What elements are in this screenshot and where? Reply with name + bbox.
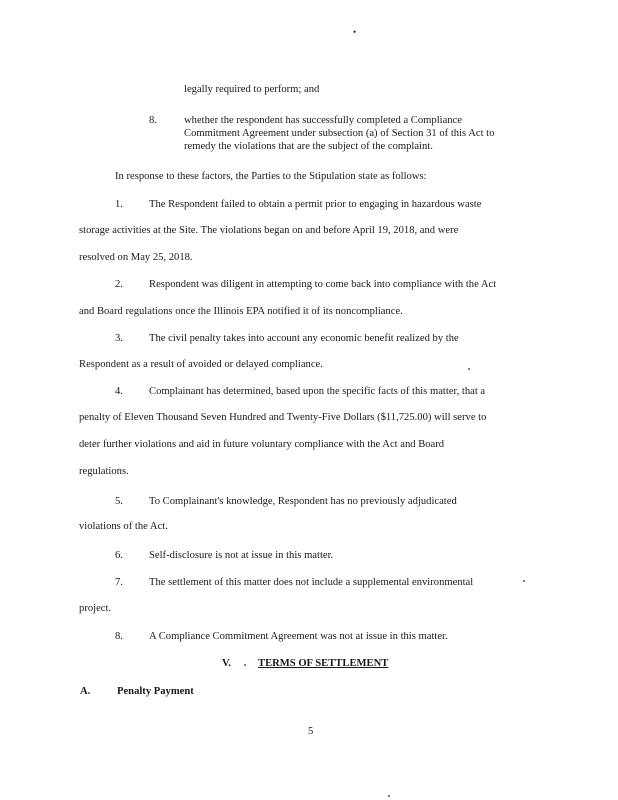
section-heading: TERMS OF SETTLEMENT: [258, 658, 389, 669]
item-line: A Compliance Commitment Agreement was not at issue in this matter.: [149, 631, 448, 642]
page-number: 5: [308, 726, 314, 737]
item-number: 7.: [115, 577, 123, 588]
subsection-letter: A.: [80, 686, 91, 697]
factor-8-line: whether the respondent has successfully completed a Compliance: [184, 115, 462, 126]
item-line: resolved on May 25, 2018.: [79, 252, 193, 263]
item-line: The settlement of this matter does not include a supplemental environmental: [149, 577, 474, 588]
factor-8-number: 8.: [149, 115, 157, 126]
top-mark: •: [353, 27, 357, 37]
item-line: Respondent was diligent in attempting to come back into compliance with the Act: [149, 279, 497, 290]
scan-speck: [388, 795, 390, 797]
factor-8-line: remedy the violations that are the subject of the complaint.: [184, 141, 433, 152]
item-line: storage activities at the Site. The violations began on and before April 19, 2018, and were: [79, 225, 459, 236]
item-line: The Respondent failed to obtain a permit prior to engaging in hazardous waste: [149, 199, 482, 210]
item-number: 8.: [115, 631, 123, 642]
item-line: To Complainant's knowledge, Respondent has no previously adjudicated: [149, 496, 457, 507]
factor-7-tail: legally required to perform; and: [184, 84, 320, 95]
factor-8-line: Commitment Agreement under subsection (a) of Section 31 of this Act to: [184, 128, 495, 139]
item-number: 4.: [115, 386, 123, 397]
item-number: 3.: [115, 333, 123, 344]
item-line: deter further violations and aid in future voluntary compliance with the Act and Board: [79, 439, 445, 450]
item-line: Respondent as a result of avoided or delayed compliance.: [79, 359, 323, 370]
scan-speck: [244, 664, 246, 666]
item-line: violations of the Act.: [79, 521, 168, 532]
item-line: and Board regulations once the Illinois EPA notified it of its noncompliance.: [79, 306, 403, 317]
item-number: 6.: [115, 550, 123, 561]
section-number: V.: [222, 658, 231, 669]
scan-speck: [468, 368, 470, 370]
item-line: penalty of Eleven Thousand Seven Hundred and Twenty-Five Dollars ($11,725.00) will serve to: [79, 412, 487, 423]
subsection-heading: Penalty Payment: [117, 686, 194, 697]
intro-paragraph: In response to these factors, the Parties to the Stipulation state as follows:: [115, 171, 427, 182]
item-number: 2.: [115, 279, 123, 290]
item-number: 5.: [115, 496, 123, 507]
item-line: Self-disclosure is not at issue in this matter.: [149, 550, 334, 561]
item-number: 1.: [115, 199, 123, 210]
item-line: Complainant has determined, based upon the specific facts of this matter, that a: [149, 386, 486, 397]
item-line: The civil penalty takes into account any economic benefit realized by the: [149, 333, 459, 344]
scan-speck: [523, 580, 525, 582]
item-line: regulations.: [79, 466, 129, 477]
item-line: project.: [79, 603, 112, 614]
